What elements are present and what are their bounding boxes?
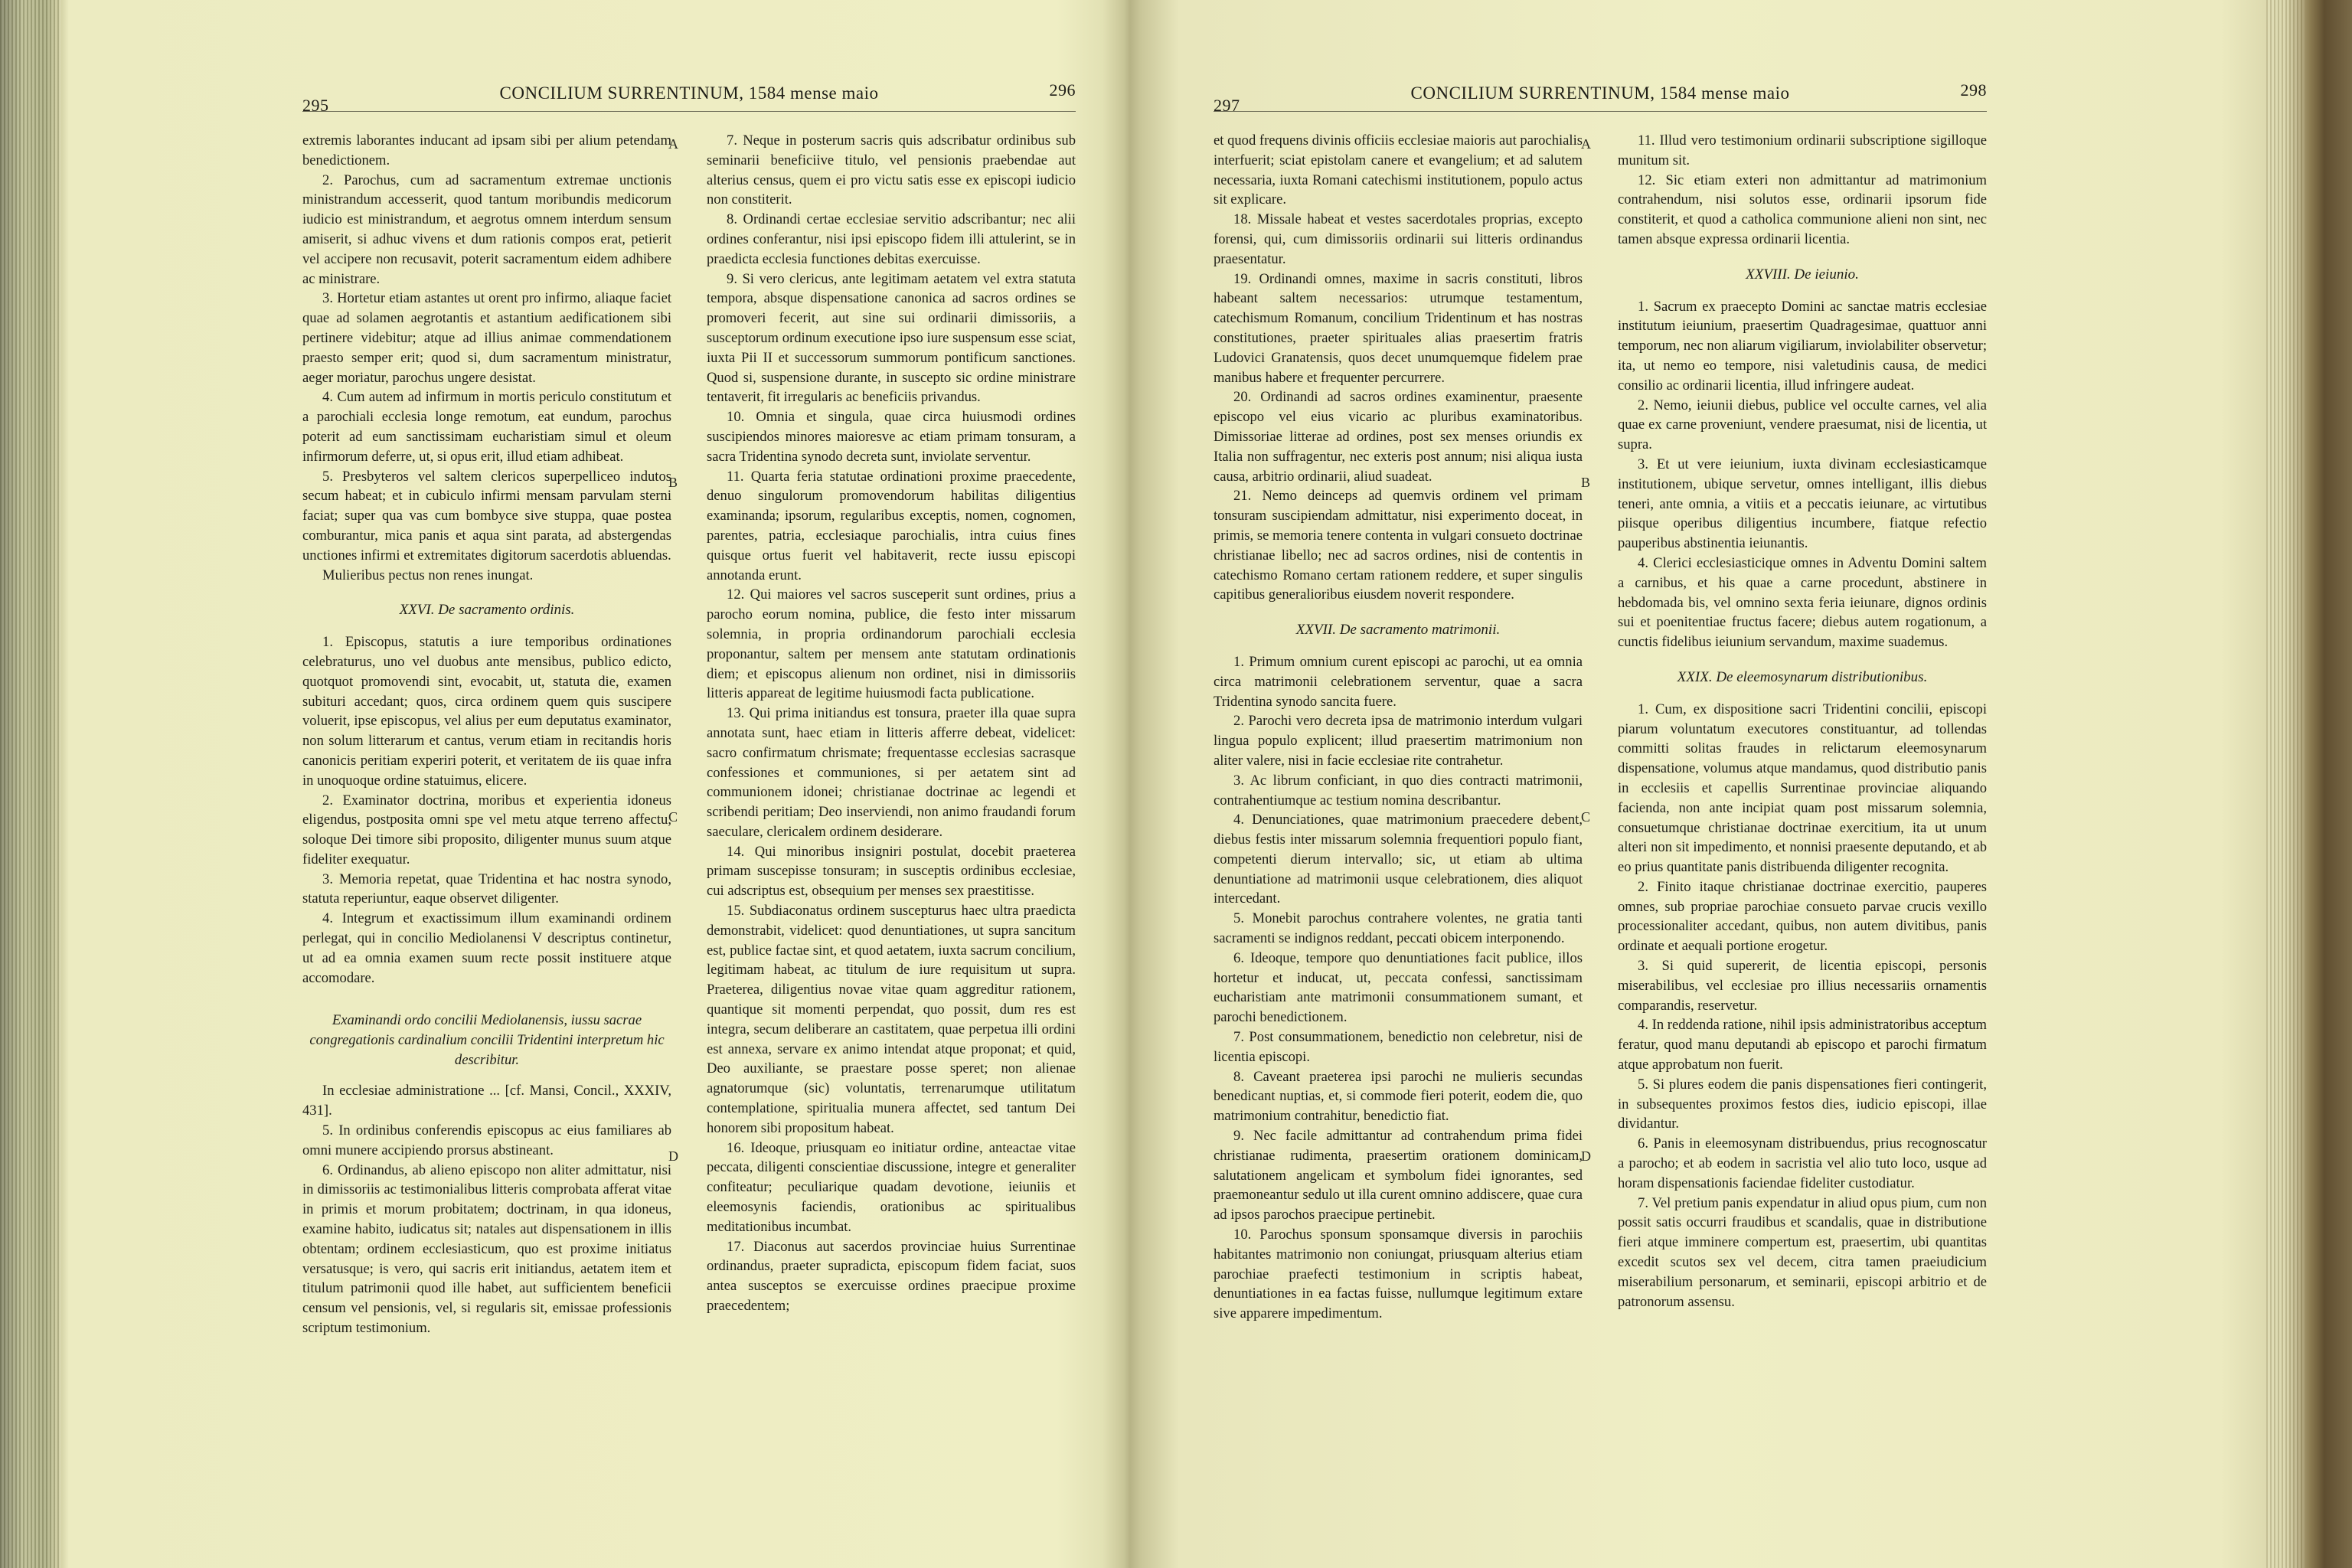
left-page: [302, 73, 1076, 1527]
left-column-1: [302, 131, 671, 1338]
paragraph: 3. Si quid supererit, de licentia episcopi, personis miserabilibus, vel ecclesiae pro illius necessariis ornamentis comparandis, reservetur.: [1618, 958, 1987, 1014]
margin-letter: D: [668, 1148, 678, 1164]
paragraph: Mulieribus pectus non renes inungat.: [322, 567, 534, 583]
paragraph: 5. Si plures eodem die panis dispensationes fieri contingerit, in subsequentes proximos festos dies, iudicio episcopi, illae dividantur.: [1618, 1076, 1987, 1132]
paragraph: 14. Qui minoribus insigniri postulat, docebit praeterea primam suscepisse tonsuram; in susceptis ordinibus ecclesiae, cui adscriptus est, obsequium per menses sex praestitisse.: [707, 843, 1076, 900]
paragraph: 8. Ordinandi certae ecclesiae servitio adscribantur; nec alii ordines conferantur, nisi ipsi episcopo fidem illi attulerint, se in praedicta ecclesia functiones debitas exercuisse.: [707, 211, 1076, 267]
paragraph: et quod frequens divinis officiis ecclesiae maioris aut parochialis interfuerit; sciat epistolam canere et evangelium; et ad salutem necessaria, iuxta Romani catechismi institutionem, populo actus sit explicare.: [1214, 132, 1583, 208]
left-page-header: [302, 73, 1076, 115]
paragraph: 20. Ordinandi ad sacros ordines examinentur, praesente episcopo vel eius vicario ac pluribus examinatoribus. Dimissoriae litterae ad ordines, post sex menses oriundis ex Italia non suffragentur, nec exteris post annum; nisi aliqua iusta causa, arbitrio ordinarii, aliud suadeat.: [1214, 389, 1583, 485]
paragraph: 5. Presbyteros vel saltem clericos superpelliceo indutos secum habeat; et in cubiculo infirmi mensam parvulam sterni faciat; super qua vas cum bombyce sive stuppa, quae postea comburantur, mica panis et aqua sint parata, ad abstergendas unctiones infirmi et extremitates digitorum sacerdotis abluendas.: [302, 468, 671, 564]
paragraph: 12. Sic etiam exteri non admittantur ad matrimonium contrahendum, nisi solutos esse, ordinarii ipsorum fide constiterit, et quod a catholica communione alieni non sint, nec tamen absque expressa ordinarii licentia.: [1618, 172, 1987, 247]
paragraph: 5. In ordinibus conferendis episcopus ac eius familiares ab omni munere accipiendo prorsus abstineant.: [302, 1122, 671, 1158]
paragraph: 7. Neque in posterum sacris quis adscribatur ordinibus sub seminarii beneficiive titulo, vel pensionis praebendae aut alterius census, quem ei pro victu satis esse ex episcopi iudicio non constiterit.: [707, 132, 1076, 208]
paragraph: 4. Clerici ecclesiasticique omnes in Adventu Domini saltem a carnibus, et his quae a carne procedunt, abstinere in hebdomada bis, vel omnino sexta feria ieiunare, dignos ordinis sui et poenitentiae fructus facere; diebus autem rogationum, a cunctis fidelibus ieiunium servandum, maxime suademus.: [1618, 554, 1987, 651]
paragraph: 1. Primum omnium curent episcopi ac parochi, ut ea omnia circa matrimonii celebrationem serventur, quae a sacra Tridentina synodo sancita fuere.: [1214, 653, 1583, 710]
section-heading: XXVII. De sacramento matrimonii.: [1295, 622, 1501, 639]
paragraph: 4. Cum autem ad infirmum in mortis periculo constitutum et a parochiali ecclesia longe remotum, eat eundum, parochus poterit ad eum sanctissimam eucharistiam simul et oleum infirmorum deferre, ut, si opus erit, illud etiam adhibeat.: [302, 389, 671, 465]
page-number: 297: [1214, 96, 1240, 115]
paragraph: extremis laborantes inducant ad ipsam sibi per alium petendam benedictionem.: [302, 132, 671, 168]
paragraph: 4. In reddenda ratione, nihil ipsis administratoribus acceptum feratur, quod manu deputandi ab episcopo et parochi firmatum atque approbatum non fuerit.: [1618, 1017, 1987, 1073]
paragraph: 16. Ideoque, priusquam eo initiatur ordine, anteactae vitae peccata, diligenti conscientiae discussione, integre et generaliter confiteatur; peculiarique quadam devotione, ieiuniis et eleemosynis faciendis, orationibus ac spiritualibus meditationibus incumbat.: [707, 1139, 1076, 1235]
paragraph: 2. Finito itaque christianae doctrinae exercitio, pauperes omnes, sub propriae parochiae consueto parvae crucis vexillo processionaliter accedant, quibus, non autem divitibus, panis ordinate et aequali portione erogetur.: [1618, 878, 1987, 955]
page-number: 296: [1049, 80, 1076, 100]
paragraph: 9. Si vero clericus, ante legitimam aetatem vel extra statuta tempora, absque dispensatione canonica ad sacros ordines se promoveri fecerit, aut sine sui ordinarii dimissoriis, a susceptorum ordinum executione ipso iure suspensum esse sciat, iuxta Pii II et successorum summorum pontificum sanctiones. Quod si, suspensione durante, in suscepto sic ordine ministrare tentaverit, fit irregularis ac beneficiis privandus.: [707, 270, 1076, 406]
paragraph: 15. Subdiaconatus ordinem suscepturus haec ultra praedicta demonstrabit, videlicet: quod denuntiationes, ut supra sancitum est, publice factae sint, et quod aetatem, iuxta sacrum concilium, legitimam habeat, ac titulum de iure requisitum ut supra. Praeterea, diligentius novae vitae quam aggreditur rationem, quantique sit momenti perpendat, quo possit, dum res est integra, secum deliberare an castitatem, quae perpetua illi ordini est annexa, servare ex animo intendat atque proponat; et quid, Deo auxiliante, se praestare posse speret; non alienae agnatorumque (sic) voluntatis, terrenarumque utilitatum contemplatione, spiritualia munera affectet, sed tantum Dei honorem sibi propositum habeat.: [707, 903, 1076, 1136]
margin-letter: D: [1581, 1148, 1591, 1164]
margin-letter: A: [668, 136, 678, 152]
paragraph: 4. Integrum et exactissimum illum examinandi ordinem perlegat, qui in concilio Mediolanensi V descriptus continetur, ut ad ea omnia examen suum recte possit instituere atque accomodare.: [302, 910, 671, 986]
paragraph: 1. Sacrum ex praecepto Domini ac sanctae matris ecclesiae institutum ieiunium, praesertim Quadragesimae, quattuor anni temporum, nec non aliarum vigiliarum, inviolabiliter observetur; ita, ut nemo eo tempore, nisi valetudinis causa, de medici consilio ac ordinarii licentia, illud infringere audeat.: [1618, 298, 1987, 394]
paragraph: 2. Nemo, ieiunii diebus, publice vel occulte carnes, vel alia quae ex carne proveniunt, vendere praesumat, nisi de licentia, ut supra.: [1618, 397, 1987, 453]
margin-letter: C: [668, 809, 678, 825]
paragraph: 9. Nec facile admittantur ad contrahendum prima fidei christianae rudimenta, praesertim orationem dominicam, salutationem angelicam et symbolum fidei ignorantes, sed praemoneantur sedulo ut illa curent omnino addiscere, quae cura ad ipsos parochos praecipue pertinebit.: [1214, 1128, 1583, 1223]
paragraph: 19. Ordinandi omnes, maxime in sacris constituti, libros habeant saltem necessarios: utrumque testamentum, catechismum Romanum, concilium Tridentinum et has nostras constitutiones, praeter spirituales alias praesertim fratris Ludovici Granatensis, quos decet unumquemque fidelem prae manibus habere et frequenter percurrere.: [1214, 270, 1583, 386]
margin-letter: B: [1581, 475, 1591, 490]
paragraph: 4. Denunciationes, quae matrimonium praecedere debent, diebus festis inter missarum solemnia frequentiori populo fiant, competenti dierum intervallo; sic, ut etiam ab ultima denuntiatione ad matrimonii usque celebrationem, dies aliquot intercedant.: [1214, 812, 1583, 907]
paragraph: 5. Monebit parochus contrahere volentes, ne gratia tanti sacramenti se indignos reddant, peccati obicem interponendo.: [1214, 910, 1583, 947]
paragraph: 11. Quarta feria statutae ordinationi proxime praecedente, denuo singulorum promovendorum habilitas diligentius examinanda; ipsorum, regularibus exceptis, nomen, cognomen, parentes, patria, ecclesiaque parochialis, intra cuius fines quisque ortus fuerit vel habitaverit, recte iussu episcopi annotanda erunt.: [707, 468, 1076, 583]
section-heading: XXIX. De eleemosynarum distributionibus.: [1677, 668, 1928, 685]
subsection-heading: Examinandi ordo concilii Mediolanensis, iussu sacrae congregationis cardinalium concilii Tridentini interpretum hic describitur.: [309, 1012, 665, 1069]
paragraph: 7. Post consummationem, benedictio non celebretur, nisi de licentia episcopi.: [1214, 1029, 1583, 1065]
paragraph: 3. Memoria repetat, quae Tridentina et hac nostra synodo, statuta reperiuntur, eaque observet diligenter.: [302, 871, 671, 907]
right-page-header: [1214, 73, 1987, 115]
left-column-2: [707, 131, 1076, 1338]
paragraph: 1. Cum, ex dispositione sacri Tridentini concilii, episcopi piarum voluntatum executores constituantur, ad tollendas committi solitas fraudes in relictarum eleemosynarum dispensatione, volumus atque mandamus, quod distributio panis in ecclesiis et capellis Surrentinae provinciae aliquando facienda, non ante incipiat quam post missarum solemnia, consuetumque christianae doctrinae exercitium, ita ut unum alteri non sit impedimento, et nonnisi praesente deputando, et ab eo prius quantitate panis distribuenda diligenter recognita.: [1618, 701, 1987, 876]
paragraph: 3. Ac librum conficiant, in quo dies contracti matrimonii, contrahentiumque ac testium nomina describantur.: [1214, 772, 1583, 808]
paragraph: 7. Vel pretium panis expendatur in aliud opus pium, cum non possit satis occurri fraudibus et scandalis, quae in distributione fieri atque imminere compertum est, praesertim, ubi quantitas excedit scutos sex vel decem, citra tamen praeiudicium miserabilium personarum, et seminarii, episcopi arbitrio et de patronorum assensu.: [1618, 1194, 1987, 1310]
left-page-columns: [302, 131, 1076, 1338]
paragraph: 2. Examinator doctrina, moribus et experientia idoneus eligendus, postposita omni spe vel metu atque terreno affectu, soloque Dei timore sibi proposito, diligenter munus suum atque fideliter exequatur.: [302, 792, 671, 867]
running-title: CONCILIUM SURRENTINUM, 1584 mense maio: [499, 83, 879, 103]
paragraph: 11. Illud vero testimonium ordinarii subscriptione sigilloque munitum sit.: [1618, 132, 1987, 168]
margin-letter: C: [1581, 809, 1591, 825]
paragraph: 1. Episcopus, statutis a iure temporibus ordinationes celebraturus, uno vel duobus ante mensibus, publico edicto, quotquot promovendi sint, evocabit, ut, statuta die, examen subituri accedant; quos, circa ordinem quem quis suscipere voluerit, ipse episcopus, vel alius per eum deputatus examinator, non solum litterarum et cantus, verum etiam in recitandis horis canonicis peritiam experiri poterit, et veritatem de iis quae infra in unoquoque ordine statuimus, elicere.: [302, 634, 671, 789]
page-number: 298: [1960, 80, 1987, 100]
right-column-1: [1214, 131, 1583, 1324]
paragraph: 6. Ideoque, tempore quo denuntiationes facit publice, illos hortetur et inducat, ut, peccata confessi, sanctissimam eucharistiam ante matrimonii consummationem sumant, et parochi benedictionem.: [1214, 949, 1583, 1026]
paragraph: 13. Qui prima initiandus est tonsura, praeter illa quae supra annotata sunt, haec etiam in litteris afferre debeat, videlicet: sacro confirmatum chrismate; frequentasse ecclesias sacrasque confessiones et communiones, si per aetatem sint ad communionem idonei; christianae doctrinae ac legendi et scribendi peritiam; Deo inserviendi, non animo fraudandi forum saeculare, clericalem ordinem desiderare.: [707, 705, 1076, 840]
left-page-edges: [0, 0, 61, 1568]
right-page-columns: [1214, 131, 1987, 1324]
paragraph: 6. Panis in eleemosynam distribuendus, prius recognoscatur a parocho; et ab eodem in sacristia vel alio tuto loco, usque ad horam dispensationis faciendae fideliter custodiatur.: [1618, 1135, 1987, 1191]
paragraph: 18. Missale habeat et vestes sacerdotales proprias, excepto forensi, qui, cum dimissoriis ordinarii sui litteris ordinandus praesentatur.: [1214, 211, 1583, 267]
right-page: [1214, 73, 1987, 1527]
paragraph: 2. Parochi vero decreta ipsa de matrimonio interdum vulgari lingua populo explicent; illud praesertim matrimonium non aliter valere, nisi in facie ecclesiae rite contrahetur.: [1214, 713, 1583, 769]
page-number: 295: [302, 96, 329, 115]
right-column-2: [1618, 131, 1987, 1324]
right-page-edges: [2266, 0, 2305, 1568]
section-heading: XXVI. De sacramento ordinis.: [399, 602, 575, 619]
paragraph: 2. Parochus, cum ad sacramentum extremae unctionis ministrandum accesserit, quod tantum moribundis medicorum iudicio est ministrandum, et aegrotus omnem interdum sensum amiserit, si adhuc vivens et dum rationis compos erat, petierit vel accipere non recusavit, poterit sacramentum eidem adhibere ac ministrare.: [302, 172, 671, 287]
paragraph: 6. Ordinandus, ab alieno episcopo non aliter admittatur, nisi in dimissoriis ac testimonialibus litteris comprobata afferat vitae in primis et morum probitatem; doctrinam, in qua idoneus, examine habito, iudicatus sit; natales aut dispensationem in illis obtentam; ordinem ecclesiasticum, quo est proxime initiatus versatusque; is vero, qui sacris erit initiandus, aetatem item et titulum patrimonii quod ille habet, aut sufficientem beneficii censum vel pensionis, vel, si regularis sit, emissae professionis scriptum testimonium.: [302, 1161, 671, 1337]
paragraph: 3. Et ut vere ieiunium, iuxta divinam ecclesiasticamque institutionem, ubique servetur, omnes intelligant, illis diebus teneri, ante omnia, a vitiis et a peccatis ieiunare, ac virtutibus piisque operibus diligentius incumbere, fiatque refectio pauperibus abstinentia ieiunantis.: [1618, 456, 1987, 552]
section-heading: XXVIII. De ieiunio.: [1746, 266, 1859, 283]
margin-letter: B: [668, 475, 678, 490]
paragraph: 17. Diaconus aut sacerdos provinciae huius Surrentinae ordinandus, praeter supradicta, episcopum fidem faciat, suos antea susceptos se exercuisse ordines praecipue proxime praecedentem;: [707, 1238, 1076, 1315]
paragraph: In ecclesiae administratione ... [cf. Mansi, Concil., XXXIV, 431].: [302, 1083, 671, 1119]
margin-letter: A: [1581, 136, 1591, 152]
running-title: CONCILIUM SURRENTINUM, 1584 mense maio: [1410, 83, 1790, 103]
paragraph: 12. Qui maiores vel sacros susceperit sunt ordines, prius a parocho eorum nomina, publice, die festo inter missarum solemnia, in propria ordinandorum parochiali ecclesia proponantur, saltem per mensem ante statutam ordinationis diem; et episcopus alienum non ordinet, nisi in dimissoriis litteris appareat de legitime huiusmodi facta publicatione.: [707, 586, 1076, 702]
paragraph: 10. Omnia et singula, quae circa huiusmodi ordines suscipiendos minores maioresve ac etiam primam tonsuram, a sacra Tridentina synodo decreta sunt, inviolate serventur.: [707, 409, 1076, 465]
paragraph: 10. Parochus sponsum sponsamque diversis in parochiis habitantes matrimonio non coniungat, priusquam alterius etiam parochiae praefecti testimonium in scriptis habeat, denuntiationes in ea factas fuisse, nullumque legitimum extare sive apparere impedimentum.: [1214, 1227, 1583, 1322]
paragraph: 21. Nemo deinceps ad quemvis ordinem vel primam tonsuram suscipiendam admittatur, nisi experimento doceat, in primis, se memoria tenere contenta in vulgari consueto doctrinae christianae libello; nec ad sacros ordines, nisi de contentis in catechismo Romano certam rationem reddere, et super singulis capitibus generalioribus eiusdem noverit respondere.: [1214, 488, 1583, 603]
paragraph: 3. Hortetur etiam astantes ut orent pro infirmo, aliaque faciet quae ad solamen aegrotantis et astantium aedificationem sibi pertinere videbitur; atque ad illius animae commendationem praesto semper erit; quod si, dum sacramentum ministratur, aeger moriatur, parochus ungere desistat.: [302, 290, 671, 386]
paragraph: 8. Caveant praeterea ipsi parochi ne mulieris secundas benedicant nuptias, et, si commode fieri poterit, eodem die, quo matrimonium contrahitur, benedictio fiat.: [1214, 1068, 1583, 1125]
